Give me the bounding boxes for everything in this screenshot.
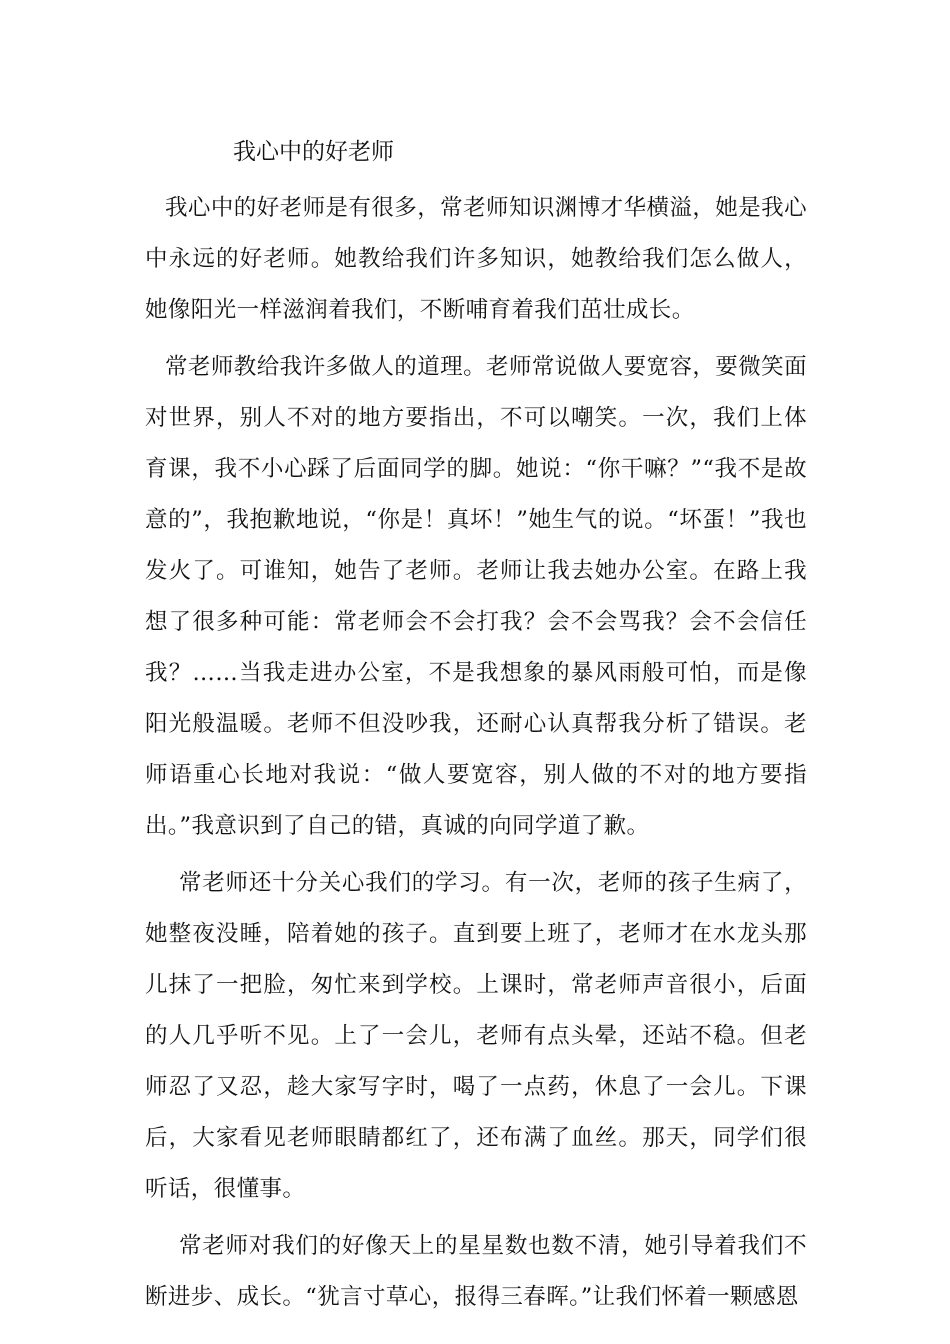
paragraph-1: 我心中的好老师是有很多，常老师知识渊博才华横溢，她是我心中永远的好老师。她教给我们许多知识，她教给我们怎么做人，她像阳光一样滋润着我们，不断哺育着我们茁壮成长。 — [145, 195, 807, 323]
paragraph-3: 常老师还十分关心我们的学习。有一次，老师的孩子生病了，她整夜没睡，陪着她的孩子。直到要上班了，老师才在水龙头那儿抹了一把脸，匆忙来到学校。上课时，常老师声音很小，后面的人几乎听不见。上了一会儿，老师有点头晕，还站不稳。但老师忍了又忍，趁大家写字时，喝了一点药，休息了一会儿。下课后，大家看见老师眼睛都红了，还布满了血丝。那天，同学们很听话，很懂事。 — [145, 870, 807, 1202]
paragraph-2: 常老师教给我许多做人的道理。老师常说做人要宽容，要微笑面对世界，别人不对的地方要指出，不可以嘲笑。一次，我们上体育课，我不小心踩了后面同学的脚。她说：“你干嘛？”“我不是故意的”，我抱歉地说，“你是！真坏！”她生气的说。“坏蛋！”我也发火了。可谁知，她告了老师。老师让我去她办公室。在路上我想了很多种可能：常老师会不会打我？会不会骂我？会不会信任我？……当我走进办公室，不是我想象的暴风雨般可怕，而是像阳光般温暖。老师不但没吵我，还耐心认真帮我分析了错误。老师语重心长地对我说：“做人要宽容，别人做的不对的地方要指出。”我意识到了自己的错，真诚的向同学道了歉。 — [145, 354, 807, 839]
document-title: 我心中的好老师 — [233, 139, 394, 165]
paragraph-4: 常老师对我们的好像天上的星星数也数不清，她引导着我们不断进步、成长。“犹言寸草心，报得三春晖。”让我们怀着一颗感恩 — [145, 1233, 807, 1310]
document-body — [145, 183, 807, 1329]
